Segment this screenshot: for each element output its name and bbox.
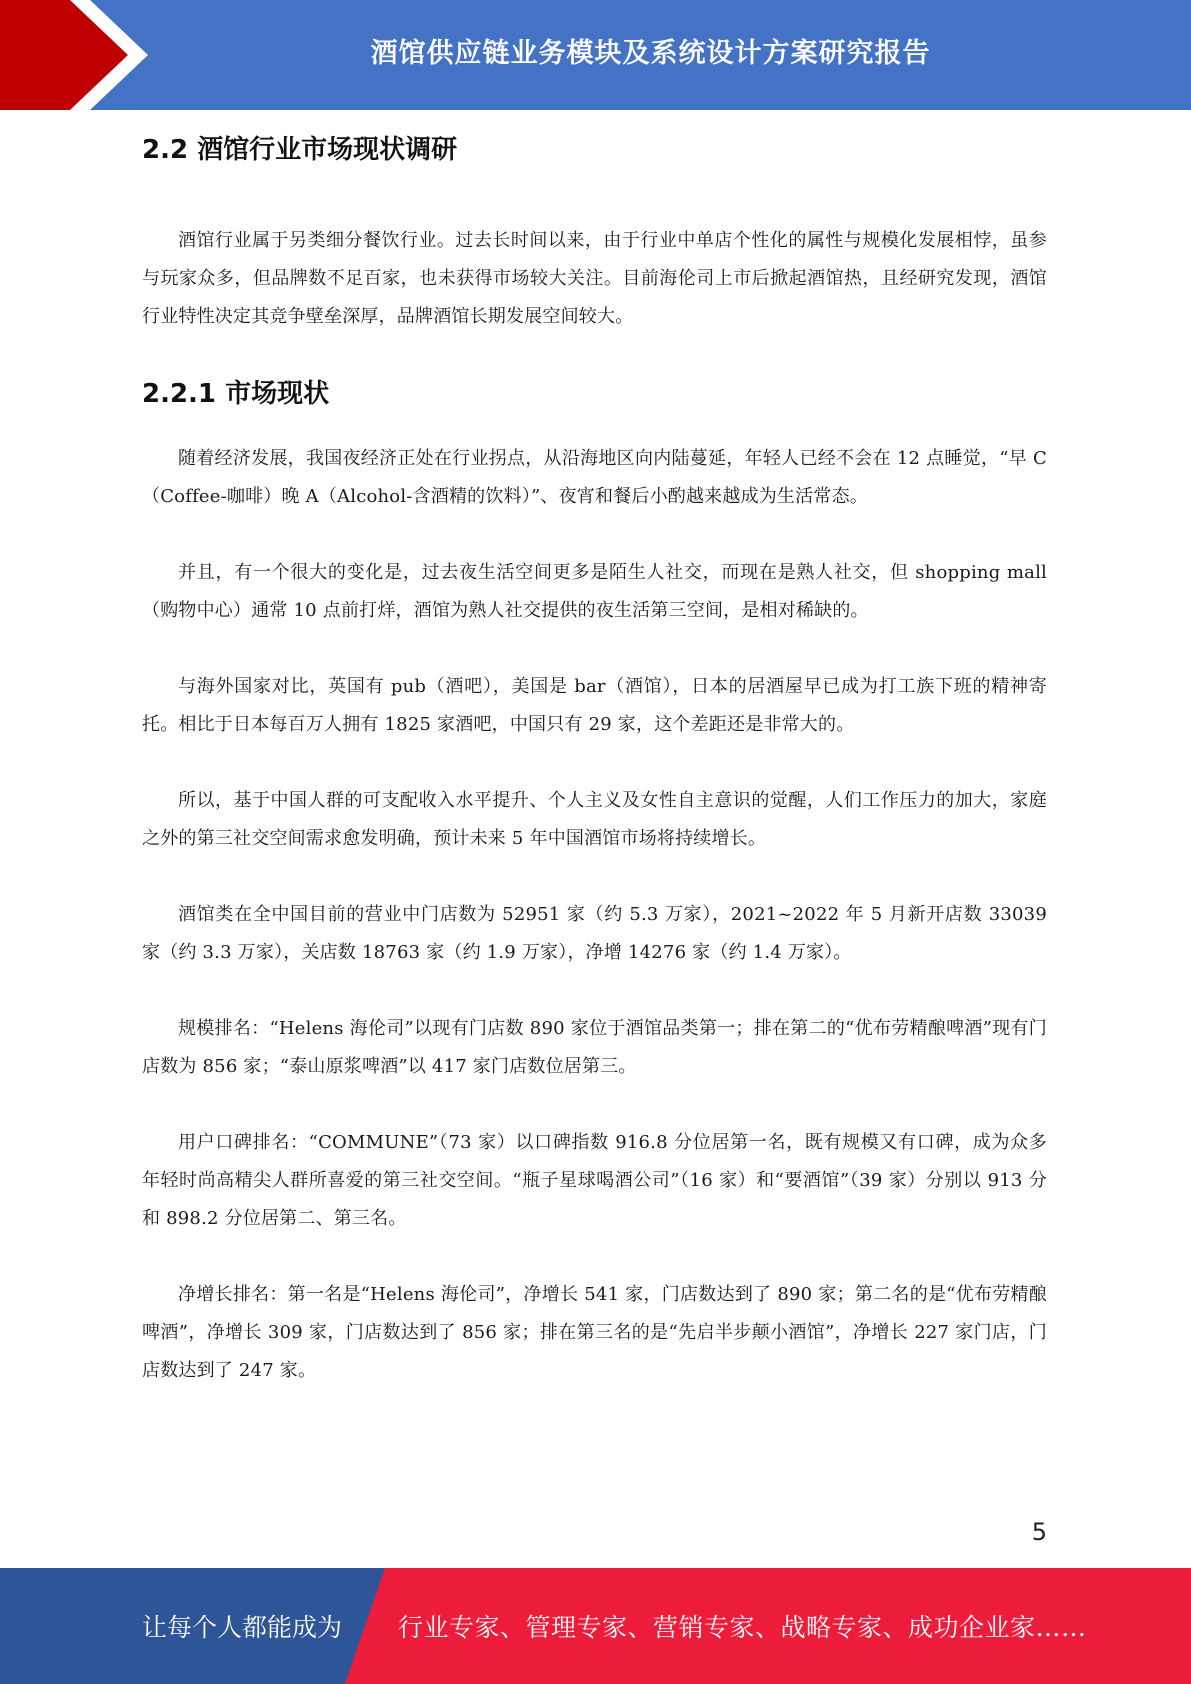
page-number: 5: [1031, 1518, 1047, 1546]
paragraph-social-space: 并且，有一个很大的变化是，过去夜生活空间更多是陌生人社交，而现在是熟人社交，但 shopping mall（购物中心）通常 10 点前打烊，酒馆为熟人社交提供的夜生活第三空间，是相对稀缺的。: [142, 562, 1047, 621]
page-content: [142, 128, 1047, 1428]
paragraph-net-growth-ranking: 净增长排名：第一名是“Helens 海伦司”，净增长 541 家，门店数达到了 890 家；第二名的是“优布劳精酿啤酒”，净增长 309 家，门店数达到了 856 家；排在第三名的是“先启半步颠小酒馆”，净增长 227 家门店，门店数达到了 247 家。: [142, 1284, 1047, 1381]
section-intro-paragraph: 酒馆行业属于另类细分餐饮行业。过去长时间以来，由于行业中单店个性化的属性与规模化发展相悖，虽参与玩家众多，但品牌数不足百家，也未获得市场较大关注。目前海伦司上市后掀起酒馆热，且经研究发现，酒馆行业特性决定其竞争壁垒深厚，品牌酒馆长期发展空间较大。: [142, 230, 1047, 327]
paragraph-growth-forecast: 所以，基于中国人群的可支配收入水平提升、个人主义及女性自主意识的觉醒，人们工作压力的加大，家庭之外的第三社交空间需求愈发明确，预计未来 5 年中国酒馆市场将持续增长。: [142, 790, 1047, 849]
paragraph-store-counts: 酒馆类在全中国目前的营业中门店数为 52951 家（约 5.3 万家），2021~2022 年 5 月新开店数 33039 家（约 3.3 万家），关店数 18763 家（约 1.9 万家），净增 14276 家（约 1.4 万家）。: [142, 904, 1047, 963]
page-header: [0, 0, 1191, 110]
section-heading: 2.2 酒馆行业市场现状调研: [142, 135, 458, 165]
footer-slogan-right: 行业专家、管理专家、营销专家、战略专家、成功企业家……: [398, 1613, 1087, 1642]
page-footer: [0, 1568, 1191, 1684]
paragraph-scale-ranking: 规模排名：“Helens 海伦司”以现有门店数 890 家位于酒馆品类第一；排在第二的“优布劳精酿啤酒”现有门店数为 856 家；“泰山原浆啤酒”以 417 家门店数位居第三。: [142, 1018, 1047, 1077]
paragraph-overseas-comparison: 与海外国家对比，英国有 pub（酒吧），美国是 bar（酒馆），日本的居酒屋早已成为打工族下班的精神寄托。相比于日本每百万人拥有 1825 家酒吧，中国只有 29 家，这个差距还是非常大的。: [142, 676, 1047, 735]
paragraph-reputation-ranking: 用户口碑排名：“COMMUNE”（73 家）以口碑指数 916.8 分位居第一名，既有规模又有口碑，成为众多年轻时尚高精尖人群所喜爱的第三社交空间。“瓶子星球喝酒公司”（16 家）和“要酒馆”（39 家）分别以 913 分和 898.2 分位居第二、第三名。: [142, 1132, 1047, 1229]
paragraph-night-economy: 随着经济发展，我国夜经济正处在行业拐点，从沿海地区向内陆蔓延，年轻人已经不会在 12 点睡觉，“早 C（Coffee-咖啡）晚 A（Alcohol-含酒精的饮料）”、夜宵和餐后小酌越来越成为生活常态。: [142, 448, 1047, 507]
document-title: 酒馆供应链业务模块及系统设计方案研究报告: [370, 37, 931, 69]
footer-slogan-left: 让每个人都能成为: [142, 1613, 343, 1642]
subsection-heading: 2.2.1 市场现状: [142, 379, 330, 409]
